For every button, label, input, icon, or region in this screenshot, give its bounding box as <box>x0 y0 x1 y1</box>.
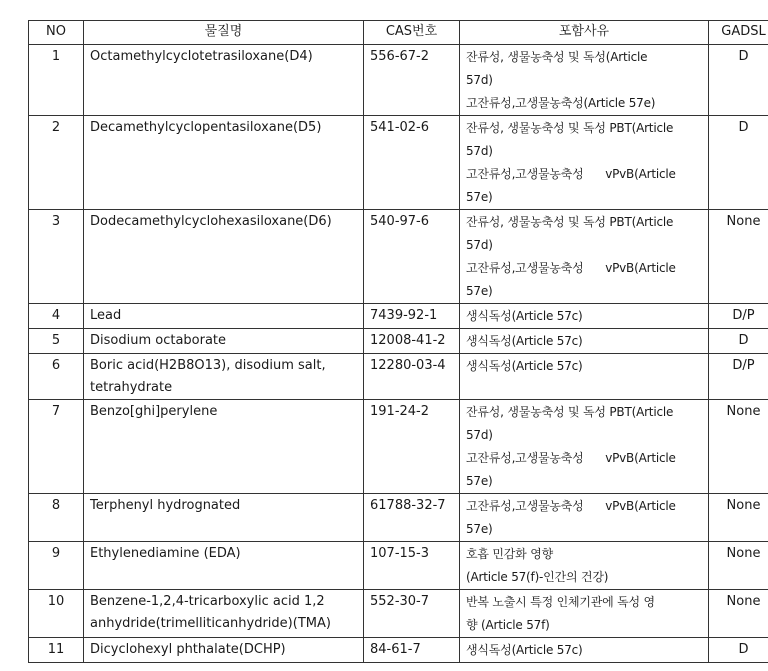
cell-substance: Ethylenediamine (EDA) <box>84 542 364 590</box>
cell-gadsl: D <box>709 638 768 663</box>
cell-gadsl: D <box>709 116 768 210</box>
reason-line: 생식독성(Article 57c) <box>466 643 583 657</box>
reason-line: 고잔류성,고생물농축성 vPvB(Article <box>466 499 676 513</box>
cell-reason <box>460 542 709 590</box>
reason-line: (Article 57(f)-인간의 건강) <box>466 570 609 584</box>
reason-line: 57d) <box>466 428 493 442</box>
reason-line: 잔류성, 생물농축성 및 독성 PBT(Article <box>466 215 674 229</box>
cell-substance: Boric acid(H2B8O13), disodium salt, tetrahydrate <box>84 354 364 400</box>
cell-reason <box>460 638 709 663</box>
cell-gadsl: None <box>709 494 768 542</box>
cell-gadsl: None <box>709 210 768 304</box>
cell-substance: Benzo[ghi]perylene <box>84 400 364 494</box>
cell-no: 3 <box>29 210 84 304</box>
cell-gadsl: D <box>709 45 768 116</box>
cell-no: 6 <box>29 354 84 400</box>
table-row <box>29 638 768 663</box>
reason-line: 호흡 민감화 영향 <box>466 547 553 561</box>
cell-no: 10 <box>29 590 84 638</box>
reason-line: 잔류성, 생물농축성 및 독성(Article <box>466 50 648 64</box>
cell-gadsl: D/P <box>709 304 768 329</box>
reason-line: 고잔류성,고생물농축성 vPvB(Article <box>466 451 676 465</box>
cell-cas: 541-02-6 <box>364 116 460 210</box>
cell-gadsl: None <box>709 542 768 590</box>
header-cas: CAS번호 <box>364 21 460 45</box>
cell-cas: 61788-32-7 <box>364 494 460 542</box>
table-row <box>29 45 768 116</box>
reason-line: 생식독성(Article 57c) <box>466 309 583 323</box>
cell-gadsl: None <box>709 400 768 494</box>
reason-line: 고잔류성,고생물농축성 vPvB(Article <box>466 261 676 275</box>
reason-line: 57e) <box>466 190 493 204</box>
cell-gadsl: None <box>709 590 768 638</box>
cell-reason <box>460 400 709 494</box>
reason-line: 57d) <box>466 238 493 252</box>
cell-reason <box>460 354 709 400</box>
reason-line: 잔류성, 생물농축성 및 독성 PBT(Article <box>466 405 674 419</box>
cell-reason <box>460 116 709 210</box>
table-row <box>29 590 768 638</box>
cell-substance: Terphenyl hydrognated <box>84 494 364 542</box>
substance-table-container <box>28 20 766 663</box>
cell-substance: Lead <box>84 304 364 329</box>
table-row <box>29 542 768 590</box>
cell-no: 1 <box>29 45 84 116</box>
cell-cas: 556-67-2 <box>364 45 460 116</box>
reason-line: 57d) <box>466 73 493 87</box>
cell-no: 4 <box>29 304 84 329</box>
header-substance: 물질명 <box>84 21 364 45</box>
reason-line: 생식독성(Article 57c) <box>466 359 583 373</box>
table-row <box>29 329 768 354</box>
substance-table <box>28 20 768 663</box>
cell-cas: 7439-92-1 <box>364 304 460 329</box>
cell-cas: 552-30-7 <box>364 590 460 638</box>
cell-gadsl: D/P <box>709 354 768 400</box>
cell-cas: 12280-03-4 <box>364 354 460 400</box>
cell-cas: 12008-41-2 <box>364 329 460 354</box>
table-header-row <box>29 21 768 45</box>
reason-line: 57d) <box>466 144 493 158</box>
cell-cas: 540-97-6 <box>364 210 460 304</box>
cell-substance: Decamethylcyclopentasiloxane(D5) <box>84 116 364 210</box>
reason-line: 고잔류성,고생물농축성 vPvB(Article <box>466 167 676 181</box>
cell-no: 8 <box>29 494 84 542</box>
reason-line: 생식독성(Article 57c) <box>466 334 583 348</box>
table-row <box>29 210 768 304</box>
reason-line: 57e) <box>466 522 493 536</box>
cell-reason <box>460 45 709 116</box>
cell-gadsl: D <box>709 329 768 354</box>
table-row <box>29 400 768 494</box>
cell-substance: Dodecamethylcyclohexasiloxane(D6) <box>84 210 364 304</box>
cell-no: 5 <box>29 329 84 354</box>
cell-cas: 84-61-7 <box>364 638 460 663</box>
table-row <box>29 354 768 400</box>
table-row <box>29 116 768 210</box>
cell-reason <box>460 210 709 304</box>
cell-cas: 191-24-2 <box>364 400 460 494</box>
reason-line: 고잔류성,고생물농축성(Article 57e) <box>466 96 656 110</box>
cell-substance: Dicyclohexyl phthalate(DCHP) <box>84 638 364 663</box>
cell-no: 11 <box>29 638 84 663</box>
cell-no: 2 <box>29 116 84 210</box>
cell-reason <box>460 494 709 542</box>
header-gadsl: GADSL <box>709 21 768 45</box>
cell-reason <box>460 329 709 354</box>
cell-no: 7 <box>29 400 84 494</box>
cell-substance: Benzene-1,2,4-tricarboxylic acid 1,2 anhydride(trimelliticanhydride)(TMA) <box>84 590 364 638</box>
header-no: NO <box>29 21 84 45</box>
reason-line: 57e) <box>466 284 493 298</box>
table-row <box>29 494 768 542</box>
cell-substance: Disodium octaborate <box>84 329 364 354</box>
header-reason: 포함사유 <box>460 21 709 45</box>
reason-line: 57e) <box>466 474 493 488</box>
cell-no: 9 <box>29 542 84 590</box>
cell-cas: 107-15-3 <box>364 542 460 590</box>
table-row <box>29 304 768 329</box>
reason-line: 잔류성, 생물농축성 및 독성 PBT(Article <box>466 121 674 135</box>
cell-substance: Octamethylcyclotetrasiloxane(D4) <box>84 45 364 116</box>
cell-reason <box>460 590 709 638</box>
reason-line: 향 (Article 57f) <box>466 618 550 632</box>
reason-line: 반복 노출시 특정 인체기관에 독성 영 <box>466 595 655 609</box>
cell-reason <box>460 304 709 329</box>
